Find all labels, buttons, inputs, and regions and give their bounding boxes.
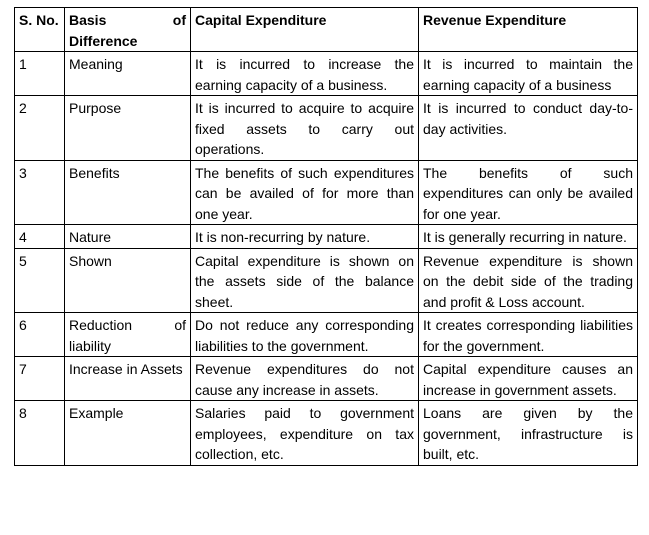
cell-revenue: Revenue expenditure is shown on the debit side of the trading and profit & Loss account.	[419, 248, 638, 313]
cell-capital: It is incurred to acquire to acquire fixed assets to carry out operations.	[191, 96, 419, 161]
cell-capital: Do not reduce any corresponding liabilities to the government.	[191, 313, 419, 357]
cell-revenue: Loans are given by the government, infrastructure is built, etc.	[419, 401, 638, 466]
cell-capital: It is non-recurring by nature.	[191, 225, 419, 249]
table-row	[15, 357, 638, 401]
cell-basis: Purpose	[65, 96, 191, 161]
cell-sno: 8	[15, 401, 65, 466]
cell-basis: Meaning	[65, 52, 191, 96]
cell-revenue: It creates corresponding liabilities for the government.	[419, 313, 638, 357]
cell-sno: 1	[15, 52, 65, 96]
table-row	[15, 313, 638, 357]
cell-capital: It is incurred to increase the earning capacity of a business.	[191, 52, 419, 96]
table-row	[15, 401, 638, 466]
cell-basis: Example	[65, 401, 191, 466]
cell-revenue: It is incurred to maintain the earning capacity of a business	[419, 52, 638, 96]
table-row	[15, 248, 638, 313]
cell-revenue: The benefits of such expenditures can only be availed for one year.	[419, 160, 638, 225]
header-sno: S. No.	[15, 8, 65, 52]
header-capital: Capital Expenditure	[191, 8, 419, 52]
cell-basis: Shown	[65, 248, 191, 313]
table-row	[15, 96, 638, 161]
cell-sno: 3	[15, 160, 65, 225]
cell-capital: The benefits of such expenditures can be availed of for more than one year.	[191, 160, 419, 225]
table-row	[15, 225, 638, 249]
cell-basis: Increase in Assets	[65, 357, 191, 401]
cell-sno: 5	[15, 248, 65, 313]
cell-sno: 4	[15, 225, 65, 249]
table-row	[15, 52, 638, 96]
header-revenue: Revenue Expenditure	[419, 8, 638, 52]
cell-sno: 7	[15, 357, 65, 401]
cell-capital: Salaries paid to government employees, expenditure on tax collection, etc.	[191, 401, 419, 466]
comparison-table	[14, 7, 638, 466]
cell-sno: 2	[15, 96, 65, 161]
table-row	[15, 160, 638, 225]
cell-basis: Reduction of liability	[65, 313, 191, 357]
cell-capital: Capital expenditure is shown on the assets side of the balance sheet.	[191, 248, 419, 313]
cell-revenue: It is incurred to conduct day-to-day activities.	[419, 96, 638, 161]
header-basis: Basis of Difference	[65, 8, 191, 52]
cell-sno: 6	[15, 313, 65, 357]
cell-revenue: It is generally recurring in nature.	[419, 225, 638, 249]
cell-revenue: Capital expenditure causes an increase in government assets.	[419, 357, 638, 401]
cell-basis: Benefits	[65, 160, 191, 225]
header-row	[15, 8, 638, 52]
cell-capital: Revenue expenditures do not cause any increase in assets.	[191, 357, 419, 401]
cell-basis: Nature	[65, 225, 191, 249]
